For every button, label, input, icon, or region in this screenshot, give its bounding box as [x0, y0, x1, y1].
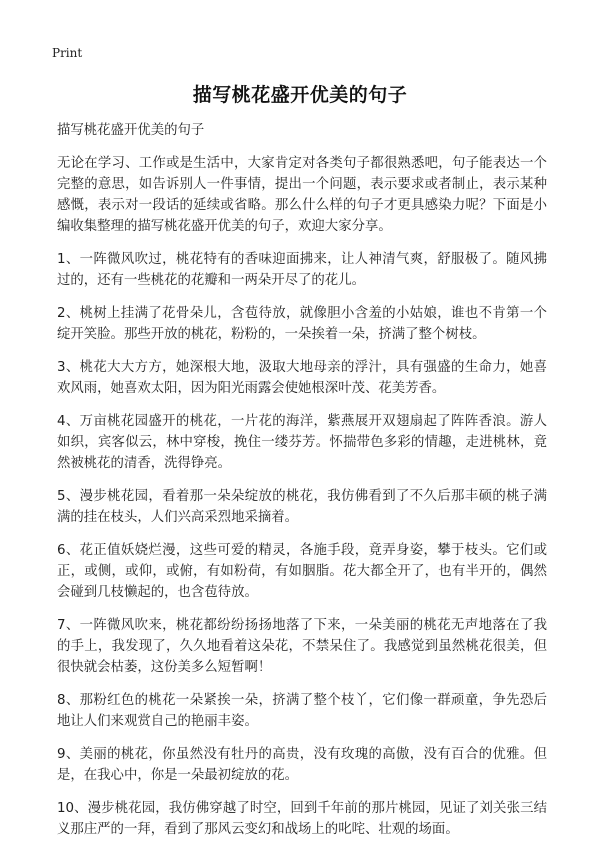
sentence-item-5: 5、漫步桃花园，看着那一朵朵绽放的桃花，我仿佛看到了不久后那丰硕的桃子满满的挂在枝头，人们兴高采烈地采摘着。: [57, 489, 547, 525]
sentence-item-7: 7、一阵微风吹来，桃花都纷纷扬扬地落了下来，一朵美丽的桃花无声地落在了我的手上，我发现了，久久地看着这朵花，不禁呆住了。我感觉到虽然桃花很美，但很快就会枯萎，这份美多么短暂啊！: [57, 618, 547, 675]
sentence-item-3: 3、桃花大大方方，她深根大地，汲取大地母亲的浮汁，具有强盛的生命力，她喜欢风雨，她喜欢太阳，因为阳光雨露会使她根深叶茂、花美芳香。: [57, 360, 547, 396]
sentence-item-10: 10、漫步桃花园，我仿佛穿越了时空，回到千年前的那片桃园，见证了刘关张三结义那庄严的一拜，看到了那风云变幻和战场上的叱咤、壮观的场面。: [57, 801, 547, 837]
sentence-item-9: 9、美丽的桃花，你虽然没有牡丹的高贵，没有玫瑰的高傲，没有百合的优雅。但是，在我心中，你是一朵最初绽放的花。: [57, 747, 547, 783]
intro-paragraph: 无论在学习、工作或是生活中，大家肯定对各类句子都很熟悉吧，句子能表达一个完整的意思，如告诉别人一件事情，提出一个问题，表示要求或者制止，表示某种感慨，表示对一段话的延续或省略。那么什么样的句子才更具感染力呢？下面是小编收集整理的描写桃花盛开优美的句子，欢迎大家分享。: [57, 156, 547, 234]
print-link[interactable]: Print: [52, 46, 83, 60]
sentence-item-4: 4、万亩桃花园盛开的桃花，一片花的海洋，紫燕展开双翅扇起了阵阵香浪。游人如织，宾客似云，林中穿梭，挽住一缕芬芳。怀揣带色多彩的情趣，走进桃林，竟然被桃花的清香，洗得铮亮。: [57, 414, 547, 471]
sentence-item-6: 6、花正值妖娆烂漫，这些可爱的精灵，各施手段，竟弄身姿，攀于枝头。它们或正，或侧，或仰，或俯，有如粉荷，有如胭脂。花大都全开了，也有半开的，偶然会碰到几枝懒起的，也含苞待放。: [57, 543, 547, 600]
sentence-item-2: 2、桃树上挂满了花骨朵儿，含苞待放，就像胆小含羞的小姑娘，谁也不肯第一个绽开笑脸。那些开放的桃花，粉粉的，一朵挨着一朵，挤满了整个树枝。: [57, 306, 547, 342]
page-title: 描写桃花盛开优美的句子: [192, 84, 408, 106]
sentence-item-8: 8、那粉红色的桃花一朵紧挨一朵，挤满了整个枝丫，它们像一群顽童，争先恐后地让人们来观赏自己的艳丽丰姿。: [57, 693, 547, 729]
article-subtitle: 描写桃花盛开优美的句子: [57, 123, 205, 138]
sentence-item-1: 1、一阵微风吹过，桃花特有的香味迎面拂来，让人神清气爽，舒服极了。随风拂过的，还有一些桃花的花瓣和一两朵开尽了的花儿。: [57, 252, 547, 288]
article-body: [57, 120, 547, 852]
